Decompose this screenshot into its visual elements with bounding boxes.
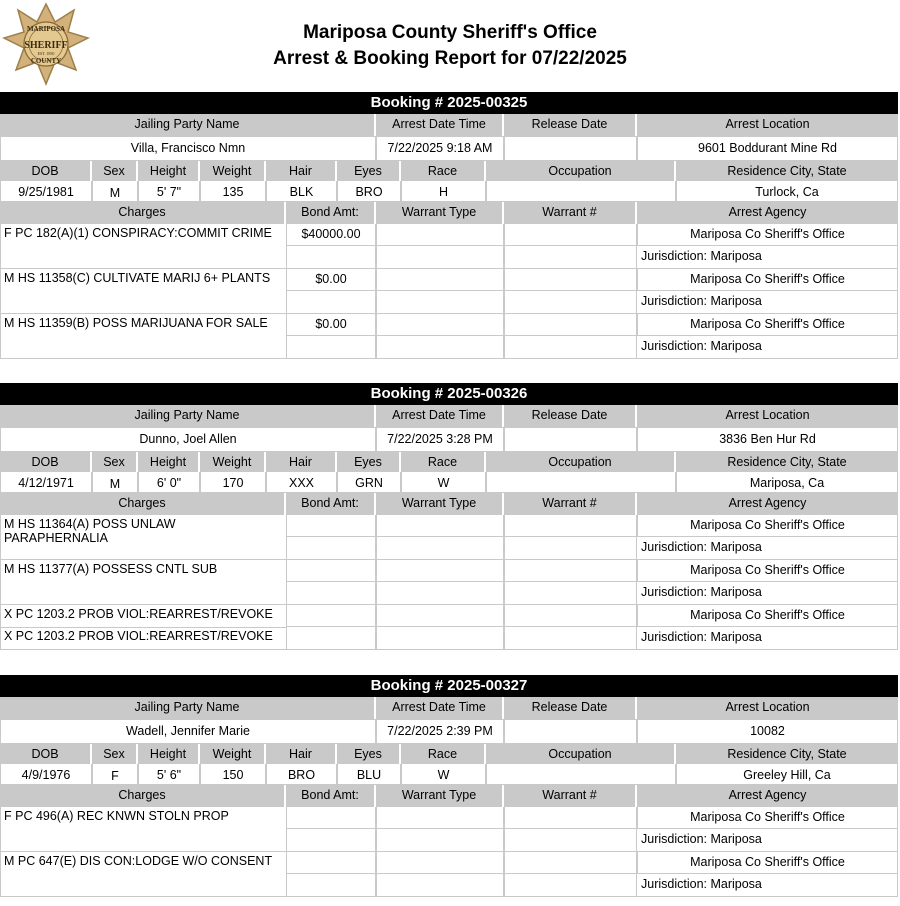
header-row	[0, 161, 898, 181]
warrant-number	[504, 560, 637, 582]
arrest-agency: Mariposa Co Sheriff's Office	[637, 269, 898, 291]
label-warrant-no: Warrant #	[504, 785, 637, 807]
label-bond-amt: Bond Amt:	[286, 202, 376, 224]
data-row	[0, 472, 898, 493]
race: H	[401, 181, 486, 202]
arrest-location: 9601 Boddurant Mine Rd	[637, 136, 898, 161]
label-race: Race	[401, 744, 486, 764]
arrest-agency: Mariposa Co Sheriff's Office	[637, 224, 898, 246]
label-race: Race	[401, 161, 486, 181]
label-race: Race	[401, 452, 486, 472]
label-charges: Charges	[0, 785, 286, 807]
header-row	[0, 405, 898, 427]
label-height: Height	[138, 744, 200, 764]
arrest-agency: Mariposa Co Sheriff's Office	[637, 560, 898, 582]
label-jailing-party-name: Jailing Party Name	[0, 697, 376, 719]
charge-description: M HS 11377(A) POSSESS CNTL SUB	[4, 562, 218, 576]
label-warrant-no: Warrant #	[504, 202, 637, 224]
warrant-type	[376, 852, 504, 874]
bond-amount: $0.00	[286, 314, 376, 336]
label-weight: Weight	[200, 452, 266, 472]
warrant-type	[376, 605, 504, 627]
label-sex: Sex	[92, 452, 138, 472]
bond-amount: $40000.00	[286, 224, 376, 246]
bond-amount-blank	[286, 582, 376, 605]
charge-description: F PC 496(A) REC KNWN STOLN PROP	[4, 809, 229, 823]
charge-cell	[0, 269, 286, 314]
bond-amount	[286, 605, 376, 627]
sex: F	[92, 764, 138, 785]
label-eyes: Eyes	[337, 161, 401, 181]
label-jailing-party-name: Jailing Party Name	[0, 405, 376, 427]
warrant-number	[504, 224, 637, 246]
label-arrest-date-time: Arrest Date Time	[376, 697, 504, 719]
occupation	[486, 764, 676, 785]
label-occupation: Occupation	[486, 452, 676, 472]
arrest-location: 10082	[637, 719, 898, 744]
badge-text-est: EST. 1850	[37, 51, 55, 56]
jurisdiction: Jurisdiction: Mariposa	[504, 627, 898, 650]
label-charges: Charges	[0, 493, 286, 515]
eyes: GRN	[337, 472, 401, 493]
label-bond-amt: Bond Amt:	[286, 493, 376, 515]
race: W	[401, 764, 486, 785]
label-arrest-location: Arrest Location	[725, 700, 810, 714]
charge-cell	[0, 605, 286, 650]
warrant-number	[504, 269, 637, 291]
header-row	[0, 744, 898, 764]
residence: Turlock, Ca	[676, 181, 898, 202]
warrant-type-blank	[376, 291, 504, 314]
label-warrant-type: Warrant Type	[376, 493, 504, 515]
label-arrest-location: Arrest Location	[725, 117, 810, 131]
release-date	[504, 136, 637, 161]
jurisdiction: Jurisdiction: Mariposa	[504, 537, 898, 560]
charge-cell	[0, 807, 286, 852]
label-arrest-agency: Arrest Agency	[728, 496, 807, 510]
sex: M	[92, 181, 138, 202]
arrest-location: 3836 Ben Hur Rd	[637, 427, 898, 452]
warrant-type-blank	[376, 829, 504, 852]
divider	[1, 627, 286, 628]
hair: XXX	[266, 472, 337, 493]
header-row	[0, 452, 898, 472]
bond-amount-blank	[286, 336, 376, 359]
warrant-number	[504, 605, 637, 627]
charge-cell	[0, 314, 286, 359]
label-eyes: Eyes	[337, 452, 401, 472]
bond-amount-blank	[286, 829, 376, 852]
jurisdiction: Jurisdiction: Mariposa	[504, 246, 898, 269]
label-release-date: Release Date	[504, 114, 637, 136]
residence: Mariposa, Ca	[676, 472, 898, 493]
label-height: Height	[138, 452, 200, 472]
label-sex: Sex	[92, 744, 138, 764]
jurisdiction: Jurisdiction: Mariposa	[504, 829, 898, 852]
label-residence: Residence City, State	[727, 164, 847, 178]
race: W	[401, 472, 486, 493]
label-hair: Hair	[266, 744, 337, 764]
label-eyes: Eyes	[337, 744, 401, 764]
label-warrant-no: Warrant #	[504, 493, 637, 515]
label-jailing-party-name: Jailing Party Name	[0, 114, 376, 136]
data-row	[0, 764, 898, 785]
label-bond-amt: Bond Amt:	[286, 785, 376, 807]
charge-cell	[0, 515, 286, 560]
jurisdiction: Jurisdiction: Mariposa	[504, 291, 898, 314]
charge-entry	[0, 314, 898, 359]
header-row	[0, 697, 898, 719]
charge-cell	[0, 560, 286, 605]
height: 6' 0"	[138, 472, 200, 493]
label-hair: Hair	[266, 161, 337, 181]
label-sex: Sex	[92, 161, 138, 181]
charge-entry	[0, 605, 898, 650]
warrant-type-blank	[376, 582, 504, 605]
charge-description: X PC 1203.2 PROB VIOL:REARREST/REVOKE	[4, 607, 273, 621]
warrant-type-blank	[376, 537, 504, 560]
release-date	[504, 719, 637, 744]
charge-description: X PC 1203.2 PROB VIOL:REARREST/REVOKE	[4, 629, 273, 643]
charge-cell	[0, 224, 286, 269]
data-row	[0, 719, 898, 744]
bond-amount-blank	[286, 627, 376, 650]
bond-amount-blank	[286, 246, 376, 269]
height: 5' 6"	[138, 764, 200, 785]
charge-cell	[0, 852, 286, 897]
arrest-agency: Mariposa Co Sheriff's Office	[637, 515, 898, 537]
bond-amount	[286, 560, 376, 582]
booking-block	[0, 383, 898, 650]
data-row	[0, 136, 898, 161]
label-arrest-agency: Arrest Agency	[728, 205, 807, 219]
label-dob: DOB	[0, 161, 92, 181]
charge-entry	[0, 852, 898, 897]
warrant-type	[376, 224, 504, 246]
data-row	[0, 427, 898, 452]
label-dob: DOB	[0, 452, 92, 472]
jurisdiction: Jurisdiction: Mariposa	[504, 874, 898, 897]
report-title: Mariposa County Sheriff's Office	[303, 22, 597, 43]
booking-block	[0, 675, 898, 897]
arrest-agency: Mariposa Co Sheriff's Office	[637, 314, 898, 336]
label-warrant-type: Warrant Type	[376, 785, 504, 807]
booking-number-header: Booking # 2025-00326	[0, 383, 898, 405]
report-subtitle: Arrest & Booking Report for 07/22/2025	[273, 48, 627, 69]
header-row	[0, 493, 898, 515]
bond-amount	[286, 807, 376, 829]
label-warrant-type: Warrant Type	[376, 202, 504, 224]
label-height: Height	[138, 161, 200, 181]
header-row	[0, 202, 898, 224]
jurisdiction: Jurisdiction: Mariposa	[504, 582, 898, 605]
dob: 9/25/1981	[0, 181, 92, 202]
bond-amount	[286, 515, 376, 537]
warrant-type	[376, 560, 504, 582]
data-row	[0, 181, 898, 202]
jailing-party-name: Wadell, Jennifer Marie	[0, 719, 376, 744]
warrant-number	[504, 852, 637, 874]
warrant-type-blank	[376, 874, 504, 897]
charge-entry	[0, 269, 898, 314]
label-arrest-agency: Arrest Agency	[728, 788, 807, 802]
charge-description: M HS 11358(C) CULTIVATE MARIJ 6+ PLANTS	[4, 271, 271, 285]
charge-description: M PC 647(E) DIS CON:LODGE W/O CONSENT	[4, 854, 273, 868]
weight: 170	[200, 472, 266, 493]
charge-entry	[0, 515, 898, 560]
arrest-date-time: 7/22/2025 2:39 PM	[376, 719, 504, 744]
charge-entry	[0, 807, 898, 852]
label-occupation: Occupation	[486, 161, 676, 181]
warrant-type	[376, 269, 504, 291]
label-weight: Weight	[200, 744, 266, 764]
badge-text-top: MARIPOSA	[26, 25, 66, 33]
label-arrest-date-time: Arrest Date Time	[376, 114, 504, 136]
arrest-agency: Mariposa Co Sheriff's Office	[637, 852, 898, 874]
charge-description: M HS 11364(A) POSS UNLAW PARAPHERNALIA	[4, 517, 176, 545]
label-hair: Hair	[266, 452, 337, 472]
arrest-date-time: 7/22/2025 9:18 AM	[376, 136, 504, 161]
label-occupation: Occupation	[486, 744, 676, 764]
arrest-agency: Mariposa Co Sheriff's Office	[637, 605, 898, 627]
arrest-date-time: 7/22/2025 3:28 PM	[376, 427, 504, 452]
charge-description: F PC 182(A)(1) CONSPIRACY:COMMIT CRIME	[4, 226, 272, 240]
residence: Greeley Hill, Ca	[676, 764, 898, 785]
header-row	[0, 114, 898, 136]
warrant-type	[376, 314, 504, 336]
weight: 135	[200, 181, 266, 202]
sex: M	[92, 472, 138, 493]
jailing-party-name: Villa, Francisco Nmn	[0, 136, 376, 161]
badge-text-center: SHERIFF	[24, 40, 68, 51]
booking-number-header: Booking # 2025-00327	[0, 675, 898, 697]
release-date	[504, 427, 637, 452]
hair: BRO	[266, 764, 337, 785]
charge-description: M HS 11359(B) POSS MARIJUANA FOR SALE	[4, 316, 268, 330]
dob: 4/9/1976	[0, 764, 92, 785]
booking-block	[0, 92, 898, 359]
warrant-type-blank	[376, 246, 504, 269]
bond-amount-blank	[286, 874, 376, 897]
charge-entry	[0, 224, 898, 269]
height: 5' 7"	[138, 181, 200, 202]
occupation	[486, 181, 676, 202]
occupation	[486, 472, 676, 493]
label-release-date: Release Date	[504, 697, 637, 719]
dob: 4/12/1971	[0, 472, 92, 493]
booking-number-header: Booking # 2025-00325	[0, 92, 898, 114]
label-dob: DOB	[0, 744, 92, 764]
warrant-type-blank	[376, 336, 504, 359]
label-residence: Residence City, State	[727, 455, 847, 469]
jailing-party-name: Dunno, Joel Allen	[0, 427, 376, 452]
bond-amount	[286, 852, 376, 874]
warrant-number	[504, 807, 637, 829]
label-arrest-location: Arrest Location	[725, 408, 810, 422]
warrant-type	[376, 807, 504, 829]
hair: BLK	[266, 181, 337, 202]
warrant-number	[504, 314, 637, 336]
warrant-type-blank	[376, 627, 504, 650]
header-row	[0, 785, 898, 807]
eyes: BRO	[337, 181, 401, 202]
label-weight: Weight	[200, 161, 266, 181]
weight: 150	[200, 764, 266, 785]
label-release-date: Release Date	[504, 405, 637, 427]
charge-entry	[0, 560, 898, 605]
bond-amount: $0.00	[286, 269, 376, 291]
badge-text-bottom: COUNTY	[30, 57, 62, 65]
bond-amount-blank	[286, 291, 376, 314]
warrant-number	[504, 515, 637, 537]
jurisdiction: Jurisdiction: Mariposa	[504, 336, 898, 359]
arrest-agency: Mariposa Co Sheriff's Office	[637, 807, 898, 829]
eyes: BLU	[337, 764, 401, 785]
bond-amount-blank	[286, 537, 376, 560]
label-arrest-date-time: Arrest Date Time	[376, 405, 504, 427]
label-residence: Residence City, State	[727, 747, 847, 761]
label-charges: Charges	[0, 202, 286, 224]
warrant-type	[376, 515, 504, 537]
